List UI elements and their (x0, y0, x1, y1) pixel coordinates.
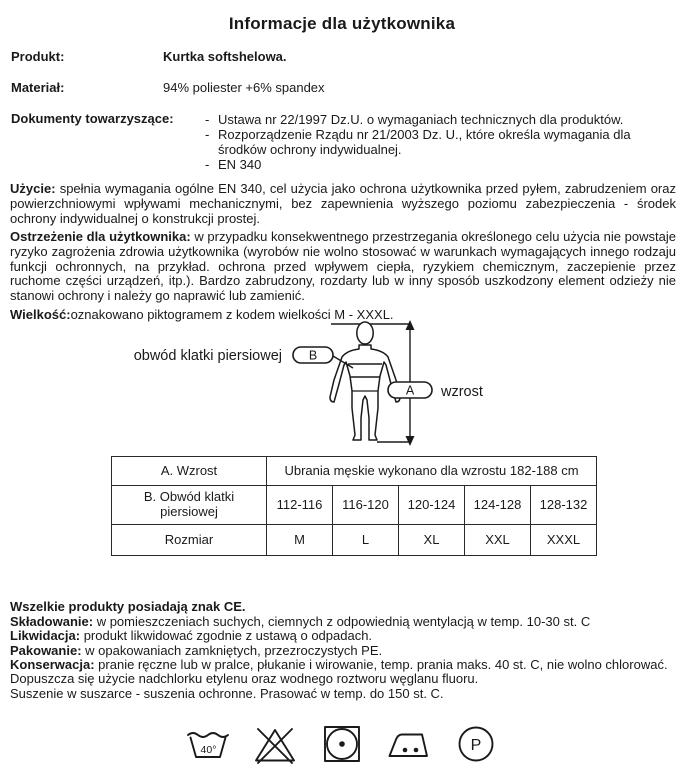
page-title: Informacje dla użytkownika (228, 14, 456, 33)
document-item: - EN 340 (205, 157, 262, 173)
usage-paragraph: Użycie: spełnia wymagania ogólne EN 340, cel użycia jako ochrona użytkownika przed pyłem, zabrudzeniem oraz powierzchniowymi wpływami mechanicznymi, bez zapewnienia wyższego poziomu zabezpieczenia - środek ochrony indywidualnej o konstrukcji prostej. (10, 181, 676, 226)
document-item: - Ustawa nr 22/1997 Dz.U. o wymaganiach technicznych dla produktów. (205, 111, 624, 127)
size-paragraph: Wielkość:oznakowano piktogramem z kodem wielkości M - XXXL. (10, 306, 394, 322)
human-silhouette-icon (330, 322, 400, 440)
do-not-bleach-icon (252, 722, 298, 766)
product-row (11, 50, 674, 65)
solvent-line: Dopuszcza się użycie nadchlorku etylenu oraz wodnego roztworu węglanu fluoru. (10, 671, 479, 687)
size-code: M (267, 525, 333, 556)
material-value: 94% poliester +6% spandex (163, 79, 325, 95)
chest-range: 116-120 (333, 486, 399, 525)
documents-list (205, 112, 674, 172)
height-span-value: Ubrania męskie wykonano dla wzrostu 182-188 cm (267, 457, 597, 486)
sizing-diagram (115, 318, 684, 450)
table-row (112, 457, 597, 486)
body-measurement-figure-icon (115, 318, 585, 450)
chest-measure-label: obwód klatki piersiowej (133, 348, 282, 365)
ce-note: Wszelkie produkty posiadają znak CE. (10, 599, 246, 615)
height-measure-label: wzrost (441, 384, 483, 401)
dry-clean-letter: P (470, 737, 482, 755)
usage-label: Użycie: (10, 181, 56, 197)
document-item: - Rozporządzenie Rządu nr 21/2003 Dz. U., które określa wymagania dla środków ochrony indywidualnej. (205, 126, 631, 158)
dry-clean-P-icon (453, 722, 499, 766)
size-code: XL (399, 525, 465, 556)
bullet-dash: - (205, 157, 210, 173)
height-code-pill (388, 382, 432, 398)
material-row (11, 81, 674, 96)
wash-40-icon (185, 722, 231, 766)
chest-code-pill (293, 347, 333, 363)
chest-range: 128-132 (531, 486, 597, 525)
row-header-height: A. Wzrost (112, 457, 267, 486)
size-label: Wielkość: (10, 306, 71, 322)
material-label: Materiał: (11, 79, 65, 95)
product-label: Produkt: (11, 49, 65, 64)
chest-range: 112-116 (267, 486, 333, 525)
maintenance-line: Konserwacja: pranie ręczne lub w pralce, płukanie i wirowanie, temp. prania maks. 40 st. C, nie wolno chlorować. (10, 657, 668, 673)
product-value: Kurtka softshelowa. (163, 49, 287, 64)
bullet-dash: - (205, 126, 210, 142)
size-code: XXL (465, 525, 531, 556)
table-row (112, 486, 597, 525)
size-code: XXXL (531, 525, 597, 556)
row-header-size: Rozmiar (112, 525, 267, 556)
documents-label: Dokumenty towarzyszące: (11, 110, 174, 126)
row-header-chest: B. Obwód klatki piersiowej (112, 486, 267, 525)
care-symbols-row (0, 722, 684, 766)
documents-row (11, 112, 674, 172)
storage-line: Składowanie: w pomieszczeniach suchych, ciemnych z odpowiednią wentylacją w temp. 10-30 st. C (10, 613, 591, 629)
size-code: L (333, 525, 399, 556)
disposal-line: Likwidacja: produkt likwidować zgodnie z ustawą o odpadach. (10, 628, 373, 644)
wash-temp-value: 40° (200, 744, 217, 757)
drying-line: Suszenie w suszarce - suszenia ochronne. Prasować w temp. do 150 st. C. (10, 685, 444, 701)
table-row (112, 525, 597, 556)
chest-code: B (308, 348, 318, 363)
chest-range: 120-124 (399, 486, 465, 525)
packaging-line: Pakowanie: w opakowaniach zamkniętych, przezroczystych PE. (10, 642, 383, 658)
warning-label: Ostrzeżenie dla użytkownika: (10, 229, 191, 245)
bullet-dash: - (205, 111, 210, 127)
care-instructions-block (10, 600, 676, 701)
iron-two-dots-icon (386, 722, 432, 766)
size-table (111, 456, 597, 556)
tumble-dry-one-dot-icon (319, 722, 365, 766)
chest-range: 124-128 (465, 486, 531, 525)
height-code: A (405, 383, 415, 398)
warning-paragraph: Ostrzeżenie dla użytkownika: w przypadku konsekwentnego przestrzegania określonego celu użycia nie powstaje ryzyko zagrożenia zdrowia użytkownika (wyrobów nie wolno stosować w warunkach wymagających innego rodzaju funkcji ochronnych, na przykład. ochrona przed wpływem ciepła, ryzykiem chemicznym, zaczepienie przez ruchome części urządzeń, itp.). Bardzo zabrudzony, rozdarty lub w inny sposób uszkodzony element odzieży nie stanowi ochrony i należy go naprawić lub zamienić. (10, 229, 676, 303)
